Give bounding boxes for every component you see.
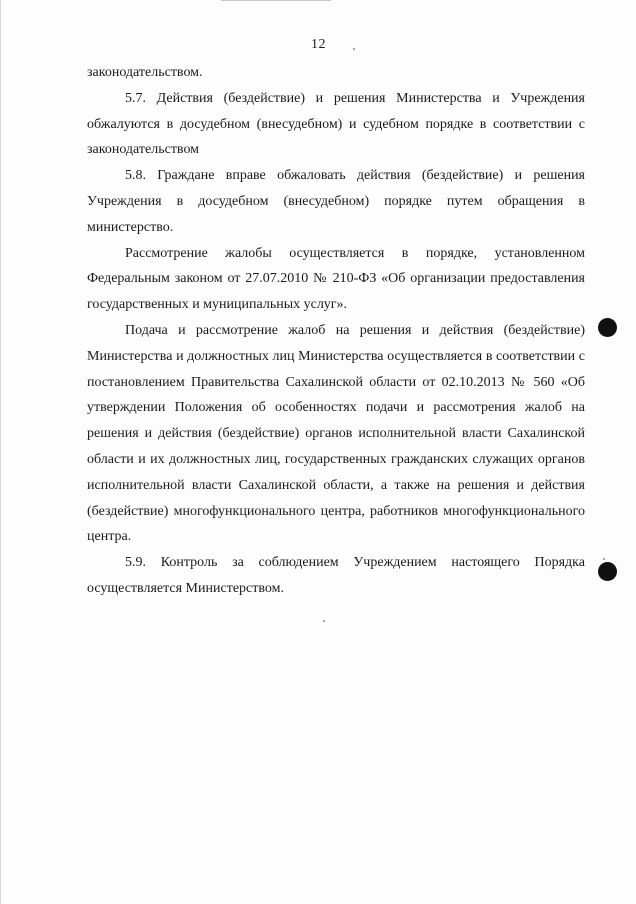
scan-speck <box>353 48 355 50</box>
paragraph-5-9: 5.9. Контроль за соблюдением Учреждением настоящего Порядка осуществляется Министерством. <box>87 555 585 596</box>
scan-speck <box>323 620 325 622</box>
punch-hole-mark <box>598 562 617 581</box>
punch-hole-mark <box>598 318 617 337</box>
page-number: 12 <box>311 37 326 52</box>
paragraph-complaint-filing: Подача и рассмотрение жалоб на решения и действия (бездействие) Министерства и должностных лиц Министерства осуществляется в соответствии с постановлением Правительства Сахалинской области от 02.10.2013 № 560 «Об утверждении Положения об особенностях подачи и рассмотрения жалоб на решения и действия (бездействие) органов исполнительной власти Сахалинской области и их должностных лиц, государственных гражданских служащих органов исполнительной власти Сахалинской области, а также на решения и действия (бездействие) многофункционального центра, работников многофункционального центра. <box>87 322 585 545</box>
scan-speck <box>603 558 605 560</box>
scan-top-edge <box>221 0 331 1</box>
paragraph-5-7: 5.7. Действия (бездействие) и решения Министерства и Учреждения обжалуются в досудебном (внесудебном) и судебном порядке в соответствии с законодательством <box>87 90 585 158</box>
document-body <box>87 60 585 602</box>
paragraph-5-8: 5.8. Граждане вправе обжаловать действия (бездействие) и решения Учреждения в досудебном (внесудебном) порядке путем обращения в министерство. <box>87 168 585 235</box>
paragraph-complaint-review: Рассмотрение жалобы осуществляется в порядке, установленном Федеральным законом от 27.07.2010 № 210-ФЗ «Об организации предоставления государственных и муниципальных услуг». <box>87 245 585 313</box>
paragraph-continuation: законодательством. <box>87 65 203 80</box>
